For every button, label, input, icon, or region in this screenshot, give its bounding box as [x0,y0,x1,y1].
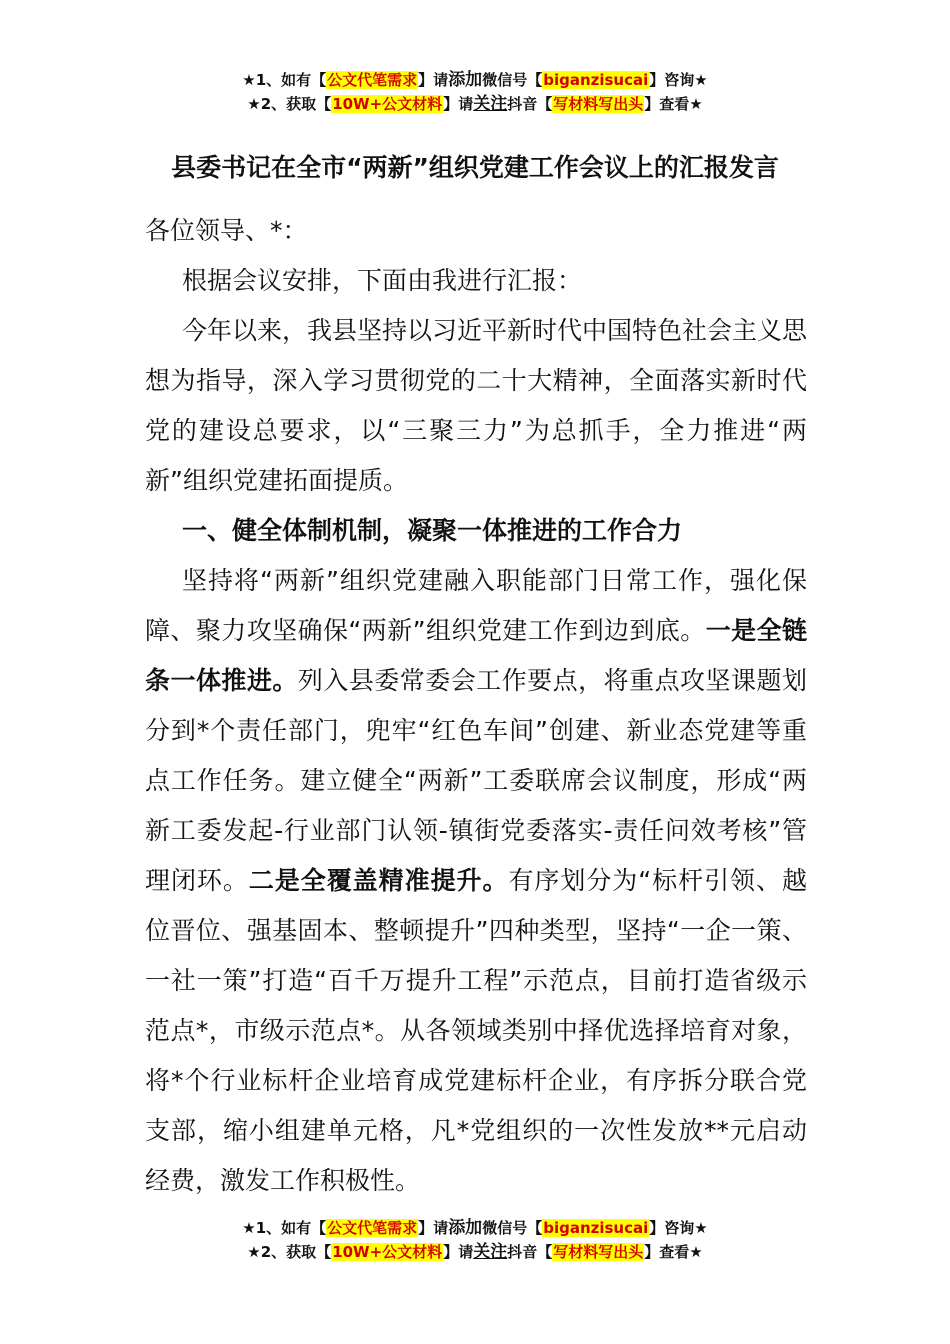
highlight-douyin-account: 写材料写出头 [553,1243,644,1261]
highlight-materials: 10W+公文材料 [332,1243,443,1261]
highlight-wechat-id: biganzisucai [543,71,649,89]
paragraph-section-1: 坚持将“两新”组织党建融入职能部门日常工作，强化保障、聚力攻坚确保“两新”组织党建工作到边到底。一是全链条一体推进。列入县委常委会工作要点，将重点攻坚课题划分到*个责任部门，兜牢“红色车间”创建、新业态党建等重点工作任务。建立健全“两新”工委联席会议制度，形成“两新工委发起-行业部门认领-镇街党委落实-责任问效考核”管理闭环。二是全覆盖精准提升。有序划分为“标杆引领、越位晋位、强基固本、整顿提升”四种类型，坚持“一企一策、一社一策”打造“百千万提升工程”示范点，目前打造省级示范点*，市级示范点*。从各领域类别中择优选择培育对象，将*个行业标杆企业培育成党建标杆企业，有序拆分联合党支部，缩小组建单元格，凡*党组织的一次性发放**元启动经费，激发工作积极性。 [145,566,807,1195]
key-point-2: 二是全覆盖精准提升。 [248,866,509,895]
key-point-1: 一是全链条一体推进。 [145,616,807,695]
document-body [145,206,807,1206]
promo-banner-bottom [0,1216,950,1264]
promo-line-2: ★2、获取【10W+公文材料】请关注抖音【写材料写出头】查看★ [247,1242,703,1262]
promo-banner-top [0,68,950,116]
promo-line-2: ★2、获取【10W+公文材料】请关注抖音【写材料写出头】查看★ [247,94,703,114]
section-heading-1: 一、健全体制机制，凝聚一体推进的工作合力 [182,516,683,545]
highlight-service: 公文代笔需求 [327,1219,418,1237]
document-title: 县委书记在全市“两新”组织党建工作会议上的汇报发言 [171,153,779,182]
highlight-wechat-id: biganzisucai [543,1219,649,1237]
promo-line-1: ★1、如有【公文代笔需求】请添加微信号【biganzisucai】咨询★ [242,70,708,90]
salutation: 各位领导、*： [145,216,308,245]
paragraph-overview: 今年以来，我县坚持以习近平新时代中国特色社会主义思想为指导，深入学习贯彻党的二十大精神，全面落实新时代党的建设总要求，以“三聚三力”为总抓手，全力推进“两新”组织党建拓面提质。 [145,316,808,495]
paragraph-intro: 根据会议安排，下面由我进行汇报： [182,266,583,295]
highlight-materials: 10W+公文材料 [332,95,443,113]
highlight-service: 公文代笔需求 [327,71,418,89]
promo-line-1: ★1、如有【公文代笔需求】请添加微信号【biganzisucai】咨询★ [242,1218,708,1238]
highlight-douyin-account: 写材料写出头 [553,95,644,113]
